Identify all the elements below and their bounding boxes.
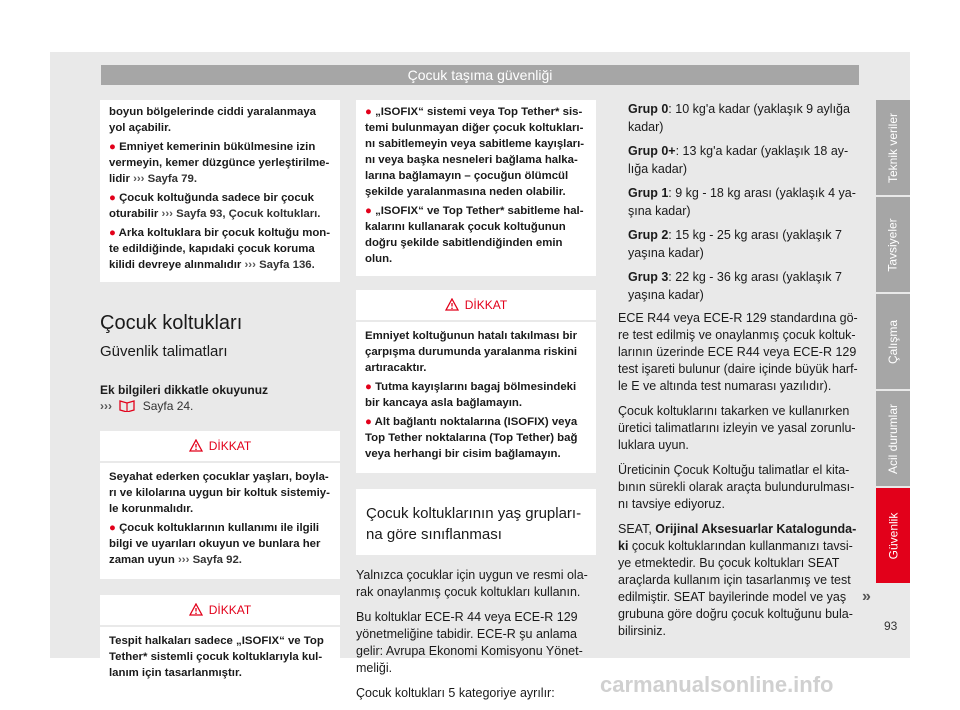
warning-header: DİKKAT [356, 290, 596, 322]
list-item: ● Çocuk koltuğunda sadece bir çocuk oturabilir ››› Sayfa 93, Çocuk koltukları. [109, 192, 321, 220]
page-link[interactable]: Sayfa 79. [147, 173, 198, 185]
list-item: ● „ISOFIX“ ve Top Tether* sabitleme hal-kalarını kullanarak çocuk koltuğunun doğru şekilde sabitlendiğinden emin olun. [365, 205, 584, 265]
book-icon [119, 398, 135, 412]
warning-icon [189, 439, 203, 452]
tab-guvenlik[interactable]: Güvenlik [876, 488, 910, 583]
warning-box [356, 290, 596, 473]
tab-teknik-veriler[interactable]: Teknik veriler [876, 100, 910, 195]
warning-body [100, 627, 340, 692]
warning-header: DİKKAT [100, 431, 340, 463]
column-3 [618, 100, 860, 648]
watermark: carmanualsonline.info [600, 672, 834, 697]
paragraph: Yalnızca çocuklar için uygun ve resmi ola-rak onaylanmış çocuk koltukları kullanın. [356, 568, 588, 599]
paragraph: Çocuk koltuklarını takarken ve kullanırken üretici talimatlarını izleyin ve yasal zorunlu-luklara uyun. [618, 404, 856, 452]
list-item: ● Tutma kayışlarını bagaj bölmesindeki bir kancaya asla bağlamayın. [365, 381, 577, 409]
warning-text: Emniyet koltuğunun hatalı takılması bir çarpışma durumunda yaralanma riskini artıracaktır. [365, 330, 578, 374]
paragraph: SEAT, Orijinal Aksesuarlar Katalogunda-ki çocuk koltuklarından kullanmanızı tavsi-ye etmektedir. Bu çocuk koltukları SEAT araçlarda kullanım için tasarlanmış ve test edilmiştir. SEAT bayilerinde model ve yaş grubuna göre doğru çocuk koltuğunu bula-bilirsiniz. [618, 522, 857, 638]
list-item: ● Çocuk koltuklarının kullanımı ile ilgili bilgi ve uyarıları okuyun ve bunlara her zaman uyun ››› Sayfa 92. [109, 522, 321, 566]
list-item: ● Arka koltuklara bir çocuk koltuğu mon-te edildiğinde, kapıdaki çocuk koruma kilidi devreye alınmalıdır ››› Sayfa 136. [109, 227, 331, 271]
page-link[interactable]: Sayfa 92. [192, 554, 242, 566]
group-item: Grup 2: 15 kg - 25 kg arası (yaklaşık 7 yaşına kadar) [628, 228, 842, 260]
list-item: ● Emniyet kemerinin bükülmesine izin vermeyin, kemer düzgünce yerleştirilme-lidir ››› Sayfa 79. [109, 141, 330, 185]
section-title: Çocuk koltuklarının yaş grupları-na göre sınıflanması [366, 505, 582, 543]
list-item: ● Alt bağlantı noktalarına (ISOFIX) veya Top Tether noktalarına (Top Tether) bağ veya herhangi bir cisim bağlamayın. [365, 416, 578, 460]
warning-body [100, 463, 340, 579]
paragraph: Üreticinin Çocuk Koltuğu talimatlar el kita-bının sürekli olarak araçta bulundurulması-nı tavsiye ediyoruz. [618, 463, 855, 511]
intro-text: boyun bölgelerinde ciddi yaralanmaya yol açabilir. [109, 106, 316, 134]
page-link[interactable]: Sayfa 24. [142, 399, 194, 413]
tab-calisma[interactable]: Çalışma [876, 294, 910, 389]
page-link[interactable]: Sayfa 93, Çocuk koltukları. [176, 208, 321, 220]
warning-box [100, 431, 340, 579]
warning-body [356, 322, 596, 473]
paragraph: Çocuk koltukları 5 kategoriye ayrılır: [356, 686, 555, 700]
group-item: Grup 3: 22 kg - 36 kg arası (yaklaşık 7 yaşına kadar) [628, 270, 842, 302]
column-1 [100, 100, 340, 692]
tab-acil-durumlar[interactable]: Acil durumlar [876, 391, 910, 486]
warning-icon [189, 603, 203, 616]
page-number: 93 [884, 619, 898, 633]
section-heading-box [356, 489, 596, 555]
page-header: Çocuk taşıma güvenliği [101, 65, 859, 85]
warning-text: Seyahat ederken çocuklar yaşları, boyla-rı ve kilolarına uygun bir koltuk sistemiy-le korunmalıdır. [109, 471, 330, 515]
warning-continued-panel [356, 100, 596, 276]
continue-mark: » [862, 588, 871, 605]
tab-tavsiyeler[interactable]: Tavsiyeler [876, 197, 910, 292]
group-item: Grup 0: 10 kg'a kadar (yaklaşık 9 aylığa kadar) [628, 102, 850, 134]
group-item: Grup 1: 9 kg - 18 kg arası (yaklaşık 4 ya-şına kadar) [628, 186, 856, 218]
warning-text: Tespit halkaları sadece „ISOFIX“ ve Top Tether* sistemli çocuk koltuklarıyla kul-lanım için tasarlanmıştır. [109, 635, 324, 679]
section-title: Çocuk koltukları [100, 312, 243, 334]
warning-box [100, 595, 340, 692]
page-link[interactable]: Sayfa 136. [259, 259, 315, 271]
read-note: Ek bilgileri dikkatle okuyunuz ››› Sayfa 24. [100, 383, 269, 413]
paragraph: Bu koltuklar ECE-R 44 veya ECE-R 129 yönetmeliğine tabidir. ECE-R şu anlama gelir: Avrupa Ekonomi Komisyonu Yönet-meliği. [356, 610, 583, 675]
list-item: ● „ISOFIX“ sistemi veya Top Tether* sis-temi bulunmayan diğer çocuk koltukları-nı sabitlemeyin veya sabitleme kayışları-nı veya başka nesneleri bağlama halka-larına bağlamayın – çocuğun ölümcül şekilde yaralanmasına neden olabilir. [365, 106, 585, 198]
group-item: Grup 0+: 13 kg'a kadar (yaklaşık 18 ay-lığa kadar) [628, 144, 849, 176]
info-panel [100, 100, 340, 282]
column-2 [356, 100, 596, 710]
paragraph: ECE R44 veya ECE-R 129 standardına gö-re test edilmiş ve onaylanmış çocuk koltuk-larının üzerinde ECE R44 veya ECE-R 129 test işareti bulunur (daire içinde büyük harf-le E ve altında test numarası yazılıdır). [618, 311, 858, 393]
subsection-title: Güvenlik talimatları [100, 343, 228, 360]
warning-header: DİKKAT [100, 595, 340, 627]
warning-icon [445, 298, 459, 311]
